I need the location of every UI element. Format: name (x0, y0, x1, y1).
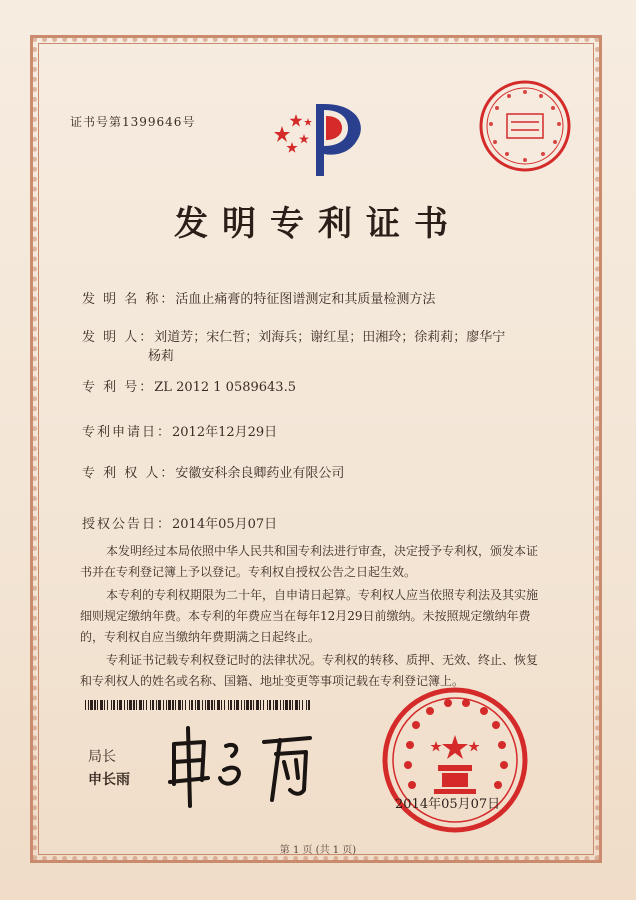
patent-number-row (82, 376, 296, 395)
sipo-logo-icon (268, 96, 378, 186)
inventors-value-line1: 刘道芳；宋仁哲；刘海兵；谢红星；田湘玲；徐莉莉；廖华宁 (154, 330, 506, 345)
invention-name-value: 活血止痛膏的特征图谱测定和其质量检测方法 (175, 292, 436, 307)
patentee-row (82, 462, 344, 481)
page-number: 第 1 页 (共 1 页) (279, 845, 357, 856)
patentee-value: 安徽安科余良卿药业有限公司 (175, 466, 345, 481)
certificate-body-text (80, 541, 548, 694)
barcode-icon (85, 700, 310, 710)
grant-date-row (82, 513, 277, 532)
application-date-row (82, 421, 277, 440)
body-paragraph-2: 本专利的专利权期限为二十年，自申请日起算。专利权人应当依照专利法及其实施细则规定缴纳年费。本专利的年费应当在每年12月29日前缴纳。未按照规定缴纳年费的，专利权自应当缴纳年费期满之日起终止。 (80, 588, 539, 644)
grant-date-label: 授权公告日： (82, 517, 173, 532)
application-date-label: 专利申请日： (82, 425, 173, 440)
inventor-label: 发 明 人： (82, 330, 155, 345)
director-signature-icon (160, 720, 340, 810)
body-paragraph-3: 专利证书记载专利权登记时的法律状况。专利权的转移、质押、无效、终止、恢复和专利权人的姓名或名称、国籍、地址变更等事项记载在专利登记簿上。 (80, 653, 539, 688)
patentee-label: 专 利 权 人： (82, 466, 176, 481)
body-paragraph-1: 本发明经过本局依照中华人民共和国专利法进行审查，决定授予专利权，颁发本证书并在专利登记簿上予以登记。专利权自授权公告之日起生效。 (80, 544, 539, 579)
director-title: 局长 (88, 749, 116, 765)
special-printing-seal-icon (475, 76, 575, 176)
grant-date-value: 2014年05月07日 (172, 517, 278, 532)
seal-date: 2014年05月07日 (395, 797, 501, 812)
sipo-official-seal-icon (380, 685, 530, 835)
application-date-value: 2012年12月29日 (172, 425, 278, 440)
certificate-number: 证书号第1399646号 (70, 115, 196, 129)
invention-name-label: 发 明 名 称： (82, 292, 176, 307)
patent-number-value: ZL 2012 1 0589643.5 (154, 380, 296, 395)
patent-number-label: 专 利 号： (82, 380, 155, 395)
invention-name-row (82, 288, 435, 307)
director-name: 申长雨 (88, 772, 130, 788)
inventors-value-line2: 杨莉 (148, 349, 175, 364)
certificate-title: 发明专利证书 (174, 204, 462, 244)
inventor-row (82, 326, 505, 345)
